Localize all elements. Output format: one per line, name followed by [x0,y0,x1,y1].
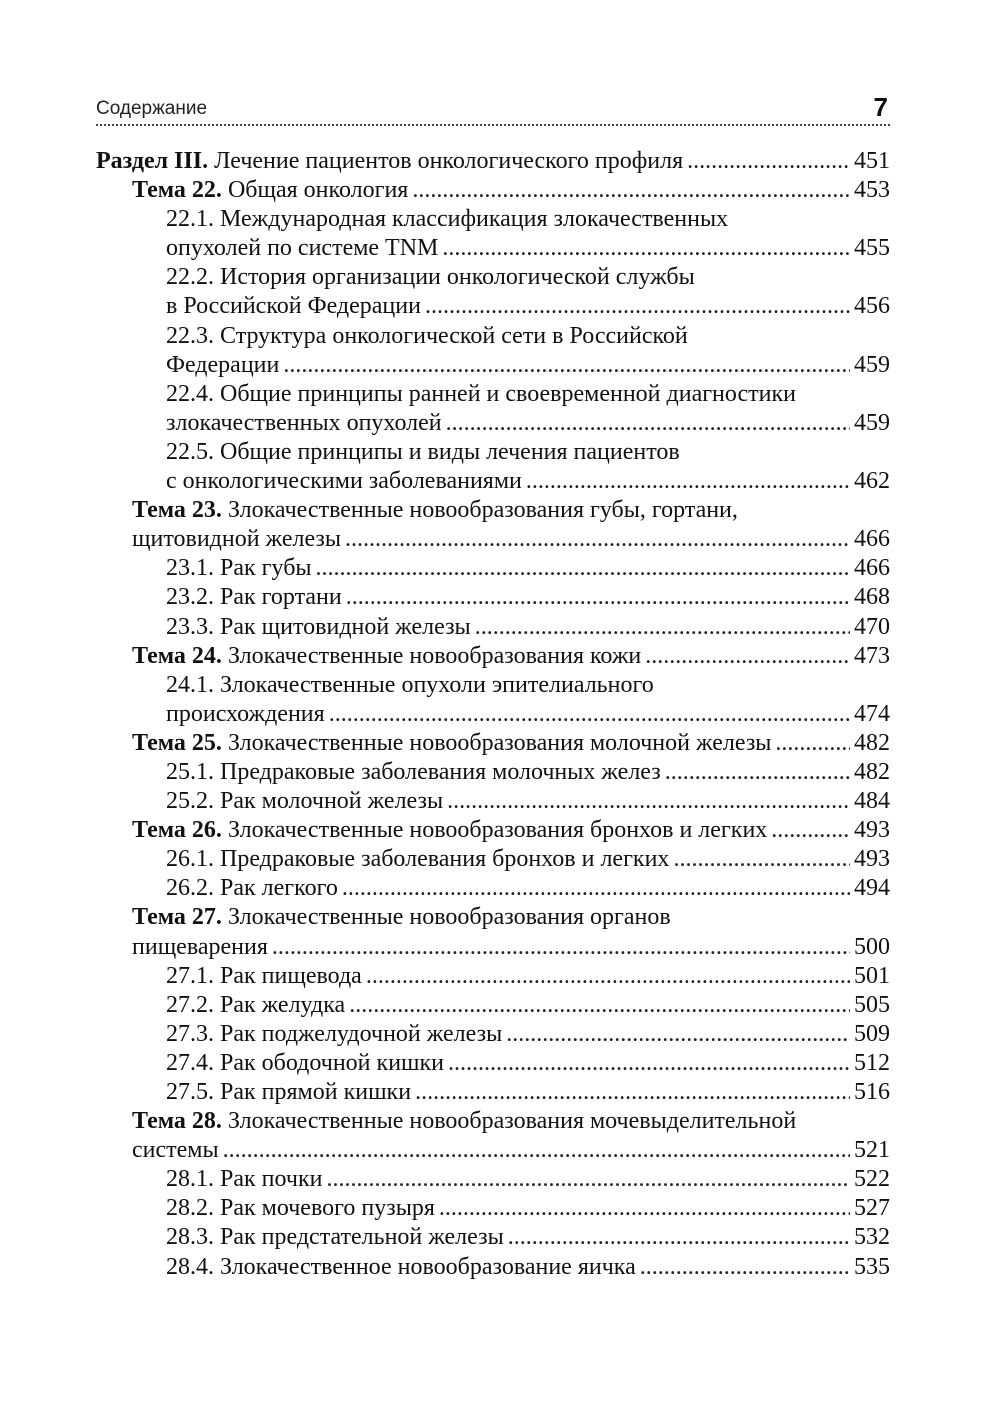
toc-entry-title: 28.2. Рак мочевого пузыря [166,1195,435,1222]
toc-entry-text [166,438,680,467]
toc-dot-leader [272,933,850,962]
toc-entry-continued [96,903,890,932]
toc-entry[interactable] [96,758,890,787]
toc-entry-title: 27.4. Рак ободочной кишки [166,1049,445,1076]
toc-entry[interactable] [96,147,890,176]
toc-entry-text [166,874,338,903]
toc-entry-title: Общая онкология [227,177,409,204]
page-header [96,92,890,132]
toc-page-number: 462 [854,468,890,495]
toc-page-number: 494 [854,875,890,902]
toc-entry-title: системы [132,1137,219,1164]
toc-entry[interactable] [96,409,890,438]
toc-entry-continued [96,496,890,525]
toc-entry-text [166,380,796,409]
toc-entry[interactable] [96,729,890,758]
toc-dot-leader [447,787,850,816]
toc-entry-continued [96,671,890,700]
toc-entry-continued [96,322,890,351]
toc-entry-label: Тема 24. [132,642,222,669]
toc-dot-leader [439,1194,850,1223]
toc-entry[interactable] [96,467,890,496]
toc-dot-leader [223,1136,850,1165]
toc-entry-text [166,845,669,874]
toc-page-number: 500 [854,933,890,960]
toc-entry[interactable] [96,962,890,991]
toc-entry-title: 22.5. Общие принципы и виды лечения пациентов [166,438,680,465]
toc-entry-title: пищеварения [132,933,268,960]
toc-page-number: 532 [854,1224,890,1251]
toc-dot-leader [346,583,850,612]
toc-entry-title: Лечение пациентов онкологического профиля [214,148,684,174]
toc-entry-title: 22.3. Структура онкологической сети в Российской [166,322,688,349]
toc-entry-title: 28.3. Рак предстательной железы [166,1224,504,1251]
toc-entry-title: Злокачественные новообразования органов [227,904,671,931]
toc-entry[interactable] [96,525,890,554]
toc-entry-continued [96,205,890,234]
toc-entry-text [166,351,279,380]
toc-entry-text [166,700,325,729]
toc-entry[interactable] [96,991,890,1020]
toc-dot-leader [316,554,850,583]
toc-entry-text [166,322,688,351]
toc-entry-continued [96,438,890,467]
toc-entry-continued [96,263,890,292]
toc-page-number: 459 [854,351,890,378]
toc-entry-text [166,1223,504,1252]
toc-entry-text [166,1020,502,1049]
toc-entry[interactable] [96,642,890,671]
toc-entry-title: опухолей по системе TNM [166,235,439,262]
toc-entry[interactable] [96,874,890,903]
toc-dot-leader [673,845,850,874]
toc-dot-leader [329,700,850,729]
toc-entry-label: Тема 22. [132,177,222,204]
toc-entry-text [132,816,767,845]
toc-entry[interactable] [96,816,890,845]
header-dotted-rule [96,124,890,126]
toc-entry[interactable] [96,1165,890,1194]
toc-dot-leader [442,234,850,263]
toc-entry-label: Тема 28. [132,1108,222,1135]
toc-entry-title: Злокачественные новообразования мочевыделительной [227,1108,797,1135]
toc-dot-leader [640,1253,850,1282]
toc-entry-label: Раздел III. [96,148,209,174]
toc-dot-leader [415,1078,850,1107]
toc-entry[interactable] [96,176,890,205]
toc-entry-title: Злокачественные новообразования кожи [227,642,642,669]
toc-page-number: 493 [854,817,890,844]
toc-page-number: 501 [854,962,890,989]
toc-dot-leader [366,962,850,991]
toc-entry-text [132,642,641,671]
toc-page-number: 521 [854,1137,890,1164]
toc-entry-text [132,1136,219,1165]
toc-entry-text [166,205,728,234]
toc-entry-title: Злокачественные новообразования бронхов и легких [227,817,768,844]
toc-entry-title: 26.1. Предраковые заболевания бронхов и легких [166,846,670,873]
toc-entry-continued [96,1107,890,1136]
toc-entry-text [132,1107,796,1136]
toc-entry-title: 26.2. Рак легкого [166,875,338,902]
toc-entry[interactable] [96,234,890,263]
toc-entry-text [132,525,341,554]
toc-entry[interactable] [96,554,890,583]
toc-entry-title: с онкологическими заболеваниями [166,468,522,495]
toc-entry-text [96,147,683,176]
toc-entry-label: Тема 25. [132,729,222,756]
toc-dot-leader [283,351,850,380]
toc-page-number: 468 [854,584,890,611]
toc-entry-title: 22.4. Общие принципы ранней и своевременной диагностики [166,380,796,407]
toc-dot-leader [446,409,850,438]
toc-page-number: 484 [854,788,890,815]
toc-entry-title: Федерации [166,351,280,378]
toc-entry-title: 27.1. Рак пищевода [166,962,362,989]
toc-entry-text [166,1049,444,1078]
table-of-contents [96,147,890,1282]
toc-page-number: 474 [854,700,890,727]
toc-entry-title: 28.1. Рак почки [166,1166,323,1193]
toc-entry-title: 24.1. Злокачественные опухоли эпителиального [166,671,654,698]
toc-entry-text [166,1194,435,1223]
toc-entry-text [166,671,654,700]
toc-page-number: 527 [854,1195,890,1222]
toc-dot-leader [342,874,850,903]
toc-entry-text [166,613,471,642]
toc-page-number: 455 [854,235,890,262]
toc-dot-leader [506,1020,850,1049]
toc-entry[interactable] [96,845,890,874]
toc-entry-title: Злокачественные новообразования молочной железы [227,729,772,756]
toc-entry-text [166,409,442,438]
toc-entry-text [166,787,443,816]
toc-dot-leader [326,1165,850,1194]
toc-page-number: 466 [854,555,890,582]
toc-page-number: 512 [854,1049,890,1076]
toc-entry-title: Злокачественные новообразования губы, гортани, [227,497,738,524]
toc-entry[interactable] [96,1078,890,1107]
toc-entry-continued [96,380,890,409]
toc-page-number: 509 [854,1020,890,1047]
toc-page-number: 493 [854,846,890,873]
toc-entry-title: 27.3. Рак поджелудочной железы [166,1020,503,1047]
toc-page-number: 535 [854,1253,890,1280]
toc-page-number: 466 [854,526,890,553]
toc-entry-title: 23.3. Рак щитовидной железы [166,613,471,640]
toc-entry-text [166,962,362,991]
toc-entry-title: злокачественных опухолей [166,409,442,436]
toc-entry-title: 25.1. Предраковые заболевания молочных желез [166,758,661,785]
toc-entry[interactable] [96,292,890,321]
toc-entry-text [166,991,345,1020]
toc-entry[interactable] [96,1136,890,1165]
toc-dot-leader [508,1223,850,1252]
toc-entry-text [166,583,342,612]
toc-entry-text [166,234,438,263]
toc-dot-leader [475,613,850,642]
toc-entry-text [166,467,522,496]
toc-page-number: 456 [854,293,890,320]
toc-entry-title: 25.2. Рак молочной железы [166,788,444,815]
toc-entry-text [166,263,695,292]
toc-entry[interactable] [96,700,890,729]
toc-entry-label: Тема 26. [132,817,222,844]
toc-entry-title: в Российской Федерации [166,293,421,320]
toc-entry-title: 28.4. Злокачественное новообразование яичка [166,1253,636,1280]
toc-entry-text [166,1253,636,1282]
toc-entry-title: 22.1. Международная классификация злокачественных [166,206,729,233]
toc-page-number: 473 [854,642,890,669]
toc-dot-leader [645,642,850,671]
toc-entry[interactable] [96,613,890,642]
toc-dot-leader [526,467,850,496]
toc-dot-leader [665,758,850,787]
toc-entry[interactable] [96,933,890,962]
toc-entry-title: 22.2. История организации онкологической службы [166,264,695,291]
toc-entry[interactable] [96,1194,890,1223]
toc-dot-leader [771,816,850,845]
toc-dot-leader [345,525,850,554]
toc-entry-label: Тема 27. [132,904,222,931]
toc-entry-title: 23.2. Рак гортани [166,584,342,611]
toc-page-number: 482 [854,758,890,785]
toc-entry[interactable] [96,1253,890,1282]
toc-dot-leader [448,1049,850,1078]
toc-entry-text [166,554,312,583]
toc-entry[interactable] [96,351,890,380]
toc-entry-title: 27.5. Рак прямой кишки [166,1079,412,1105]
page-number: 7 [873,92,888,122]
toc-page-number: 505 [854,991,890,1018]
toc-entry[interactable] [96,1049,890,1078]
toc-dot-leader [349,991,850,1020]
toc-page-number: 470 [854,613,890,640]
toc-entry[interactable] [96,583,890,612]
toc-entry-title: 23.1. Рак губы [166,555,312,582]
toc-entry-text [166,1078,411,1107]
toc-entry-text [132,176,408,205]
running-header-title: Содержание [96,98,208,119]
toc-entry-text [132,933,268,962]
toc-dot-leader [775,729,850,758]
toc-entry[interactable] [96,787,890,816]
toc-entry-text [132,903,671,932]
toc-page-number: 451 [854,148,890,174]
toc-entry-text [166,758,661,787]
toc-entry-label: Тема 23. [132,497,222,524]
toc-entry-title: происхождения [166,700,325,727]
toc-page-number: 453 [854,177,890,204]
toc-entry[interactable] [96,1020,890,1049]
toc-page-number: 522 [854,1166,890,1193]
toc-page-number: 482 [854,729,890,756]
toc-entry-text [132,729,771,758]
toc-dot-leader [425,292,850,321]
toc-entry-text [166,292,421,321]
toc-dot-leader [412,176,850,205]
toc-page-number: 459 [854,409,890,436]
toc-entry-text [166,1165,322,1194]
toc-entry[interactable] [96,1223,890,1252]
toc-entry-text [132,496,738,525]
toc-page-number: 516 [854,1079,890,1105]
toc-entry-title: щитовидной железы [132,526,342,553]
toc-entry-title: 27.2. Рак желудка [166,991,346,1018]
toc-dot-leader [687,147,850,176]
